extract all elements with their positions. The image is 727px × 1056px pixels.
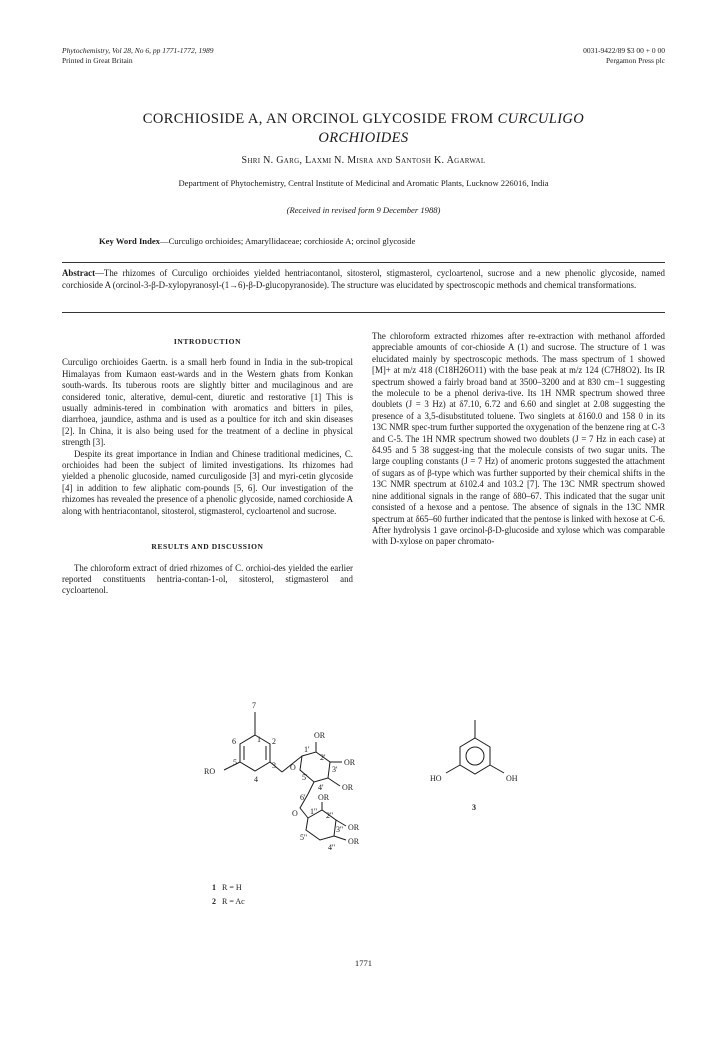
atom-label-4pp: 4'' bbox=[328, 843, 335, 852]
keyword-index: Key Word Index—Curculigo orchioides; Amaryllidaceae; corchioside A; orcinol glycoside bbox=[99, 236, 416, 246]
atom-label-3: 3 bbox=[272, 761, 276, 770]
atom-label-1p: 1' bbox=[304, 745, 310, 754]
atom-label-4: 4 bbox=[254, 775, 258, 784]
figure-legend bbox=[212, 883, 245, 906]
article-title: CORCHIOSIDE A, AN ORCINOL GLYCOSIDE FROM CURCULIGO ORCHIOIDES bbox=[142, 111, 585, 146]
authors: Shri N. Garg, Laxmi N. Misra and Santosh K. Agarwal bbox=[241, 155, 486, 166]
results-heading: RESULTS AND DISCUSSION bbox=[151, 542, 264, 552]
intro-paragraph-2: Despite its great importance in Indian and Chinese traditional medicines, C. orchioides had been the subject of limited investigations. Its rhizomes had yielded a phenolic glucoside, named curculigoside [3] and myri-cetin glycoside [4] in addition to few aliphatic com-pounds [5, 6]. Our investigation of the rhizomes has revealed the presence of a phenolic glycoside, named corchioside A along with hentriacontanol, sitosterol, stigmasterol, cycloartenol and sucrose. bbox=[62, 448, 353, 516]
abstract-top-rule bbox=[62, 262, 665, 263]
running-header-right bbox=[583, 46, 665, 66]
running-header-left bbox=[62, 46, 213, 66]
or-label-6: OR bbox=[348, 837, 360, 846]
atom-label-2p: 2' bbox=[320, 753, 326, 762]
or-label-4: OR bbox=[318, 793, 330, 802]
intro-paragraph-1: Curculigo orchioides Gaertn. is a small herb found in India in the sub-tropical Himalayas from Kumaon east-wards and in the Western ghats from Konkan south-wards. Its tuberous roots are slightly bitter and mucilaginous and are considered tonic, alterative, demul-cent, diuretic and restorative [1] This is usually adminis-tered in combination with aromatics and bitters in piles, diarrhoea, jaundice, asthma and is used as a poultice for itch and skin diseases [2]. In China, it is also being used for the treatment of a decline in physical strength [3]. bbox=[62, 357, 353, 448]
legend-text-1: R = H bbox=[222, 883, 242, 892]
atom-label-5: 5 bbox=[233, 758, 237, 767]
atom-label-1: 1 bbox=[257, 735, 261, 744]
atom-label-5pp: 5'' bbox=[300, 833, 307, 842]
atom-label-1pp: 1'' bbox=[310, 807, 317, 816]
or-label-2: OR bbox=[344, 758, 356, 767]
ring-o-label-2: O bbox=[292, 809, 298, 818]
ho-label: HO bbox=[430, 774, 442, 783]
intro-heading: INTRODUCTION bbox=[173, 337, 242, 346]
results-paragraph-1: The chloroform extract of dried rhizomes of C. orchioi-des yielded the earlier reported constituents hentria-contan-1-ol, sitosterol, stigmasterol and cycloartenol. bbox=[62, 562, 353, 596]
journal-citation: Phytochemistry, Vol 28, No 6, pp 1771-1772, 1989 bbox=[62, 46, 214, 55]
publisher: Pergamon Press plc bbox=[605, 56, 665, 65]
ring-o-label-1: O bbox=[290, 763, 296, 772]
oh-label: OH bbox=[506, 774, 518, 783]
right-column bbox=[372, 331, 665, 548]
structure-3-orcinol bbox=[446, 720, 504, 774]
legend-num-1: 1 bbox=[212, 883, 216, 892]
ro-label: RO bbox=[204, 767, 216, 776]
abstract: Abstract—The rhizomes of Curculigo orchioides yielded hentriacontanol, sitosterol, stigmasterol, cycloartenol, sucrose and a new phenolic glycoside, named corchioside A (orcinol-3-β-D-xylopyranosyl-(1→6)-β-D-glucopyranoside). The structure was elucidated by spectroscopic methods and chemical transformations. bbox=[62, 268, 665, 290]
abstract-bottom-rule bbox=[62, 312, 665, 313]
atom-label-3p: 3' bbox=[332, 765, 338, 774]
or-label-5: OR bbox=[348, 823, 360, 832]
structure-figure bbox=[180, 690, 580, 930]
issn-code: 0031-9422/89 $3 00 + 0 00 bbox=[583, 46, 665, 55]
printed-in: Printed in Great Britain bbox=[62, 56, 133, 65]
or-label-3: OR bbox=[342, 783, 354, 792]
atom-label-5p: 5' bbox=[302, 773, 308, 782]
discussion-paragraph: The chloroform extracted rhizomes after re-extraction with methanol afforded appreciable amounts of cor-chioside A (1) and sucrose. The structure of 1 was elucidated mainly by spectroscopic methods. The mass spectrum of 1 showed [M]+ at m/z 418 (C18H26O11) with the base peak at m/z 124 (C7H8O2). Its IR spectrum showed a fairly broad band at 3500–3200 and at 830 cm−1 suggesting the molecule to be a phenol deriva-tive. Its 1H NMR spectrum showed three doublets (J = 3 Hz) at δ7.10, 6.72 and 6.60 and singlet at 2.08 suggesting the presence of a 3,5-disubstituted toluene. Two singlets at δ160.0 and 158 0 in its 13C NMR spec-trum further supported the oxygenation of the benzene ring at C-3 and C-5. The 1H NMR spectrum showed two doublets (J = 7 Hz in each case) at δ4.95 and 5 38 suggest-ing that the molecule consists of two sugar units. The large coupling constants (J = 7 Hz) of anomeric protons suggested the attachment of sugars as of β-type which was further supported by their chemical shifts in the 13C NMR spectrum at δ102.4 and 103.2 [7]. The 13C NMR spectrum showed nine additional signals in the range of δ80–67. This indicated that the sugar unit consisted of a hexose and a pentose. The absence of signals in the 13C NMR spectrum at δ65–60 further indicated that the pentose is linked with hexose at C-6. After hydrolysis 1 gave orcinol-β-D-glucoside and xylose which was comparable with D-xylose on paper chromato- bbox=[372, 331, 665, 547]
received-date: (Received in revised form 9 December 1988) bbox=[286, 205, 441, 215]
compound-number-3: 3 bbox=[472, 803, 476, 812]
page-number: 1771 bbox=[354, 958, 373, 968]
legend-num-2: 2 bbox=[212, 897, 216, 906]
affiliation: Department of Phytochemistry, Central Institute of Medicinal and Aromatic Plants, Lucknow 226016, India bbox=[178, 178, 549, 188]
or-label-1: OR bbox=[314, 731, 326, 740]
atom-label-2pp: 2'' bbox=[326, 811, 333, 820]
atom-label-3pp: 3'' bbox=[336, 825, 343, 834]
atom-label-6: 6 bbox=[232, 737, 236, 746]
atom-label-2: 2 bbox=[272, 737, 276, 746]
left-column bbox=[62, 336, 353, 597]
atom-label-4p: 4' bbox=[318, 783, 324, 792]
legend-text-2: R = Ac bbox=[222, 897, 245, 906]
atom-label-7: 7 bbox=[252, 701, 256, 710]
atom-label-6p: 6' bbox=[300, 793, 306, 802]
